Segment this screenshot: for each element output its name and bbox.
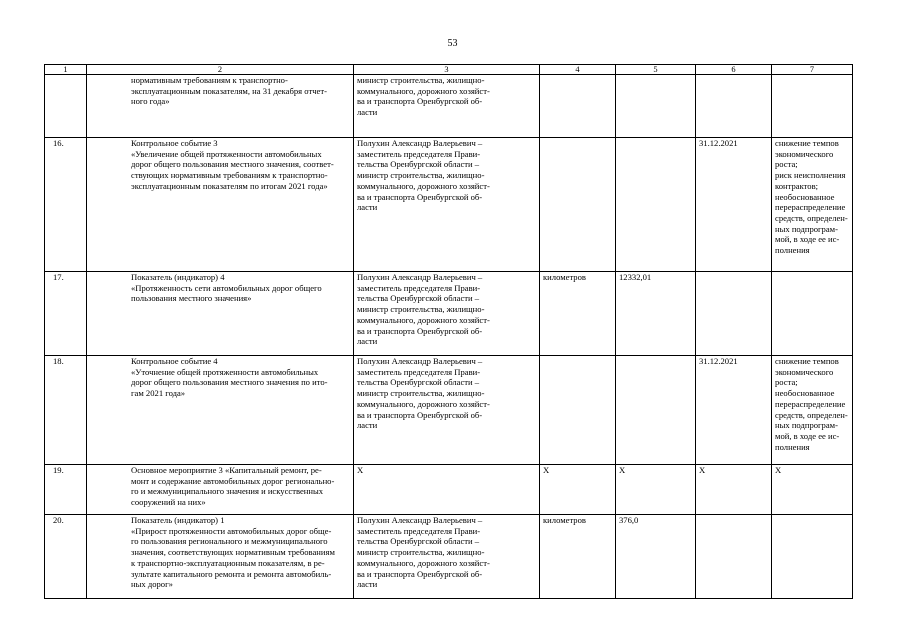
responsible-cell: Полухин Александр Валерьевич – заместитель председателя Прави- тельства Оренбургской области – министр строительства, жилищно- коммунального, дорожного хозяйст- ва и транспорта Оренбургской об- ласти	[354, 515, 540, 599]
row-number-cell	[45, 75, 87, 138]
column-header: 7	[772, 65, 853, 75]
row-number-cell: 18.	[45, 356, 87, 465]
responsible-cell: Полухин Александр Валерьевич – заместитель председателя Прави- тельства Оренбургской области – министр строительства, жилищно- коммунального, дорожного хозяйст- ва и транспорта Оренбургской об- ласти	[354, 272, 540, 356]
name-cell: Контрольное событие 4 «Уточнение общей протяженности автомобильных дорог общего пользования местного значения по ито- гам 2021 года»	[87, 356, 354, 465]
column-header: 1	[45, 65, 87, 75]
row-number-cell: 20.	[45, 515, 87, 599]
risk-cell	[772, 75, 853, 138]
date-cell	[696, 75, 772, 138]
unit-cell: километров	[540, 272, 616, 356]
risk-cell: X	[772, 465, 853, 515]
name-cell: нормативным требованиям к транспортно- эксплуатационным показателям, на 31 декабря отчет- ного года»	[87, 75, 354, 138]
row-number-cell: 19.	[45, 465, 87, 515]
page-number: 53	[447, 38, 458, 49]
value-cell	[616, 138, 696, 272]
responsible-cell: министр строительства, жилищно- коммунального, дорожного хозяйст- ва и транспорта Оренбургской об- ласти	[354, 75, 540, 138]
column-number-row	[45, 65, 853, 75]
value-cell: X	[616, 465, 696, 515]
value-cell	[616, 356, 696, 465]
name-cell: Показатель (индикатор) 1 «Прирост протяженности автомобильных дорог обще- го пользования регионального и межмуниципального значения, соответствующих нормативным требованиям к транспортно-эксплуатационным показателям, в ре- зультате капитального ремонта и ремонта автомобиль- ных дорог»	[87, 515, 354, 599]
date-cell: X	[696, 465, 772, 515]
unit-cell: X	[540, 465, 616, 515]
row-number-cell: 16.	[45, 138, 87, 272]
plan-table	[44, 64, 853, 599]
risk-cell	[772, 272, 853, 356]
date-cell	[696, 272, 772, 356]
table-row	[45, 356, 853, 465]
column-header: 5	[616, 65, 696, 75]
unit-cell	[540, 75, 616, 138]
responsible-cell: Полухин Александр Валерьевич – заместитель председателя Прави- тельства Оренбургской области – министр строительства, жилищно- коммунального, дорожного хозяйст- ва и транспорта Оренбургской об- ласти	[354, 138, 540, 272]
unit-cell	[540, 138, 616, 272]
table-row	[45, 465, 853, 515]
date-cell: 31.12.2021	[696, 356, 772, 465]
unit-cell: километров	[540, 515, 616, 599]
column-header: 3	[354, 65, 540, 75]
row-number-cell: 17.	[45, 272, 87, 356]
name-cell: Основное мероприятие 3 «Капитальный ремонт, ре- монт и содержание автомобильных дорог регионально- го и межмуниципального значения и искусственных сооружений на них»	[87, 465, 354, 515]
table-row	[45, 138, 853, 272]
table-row	[45, 75, 853, 138]
name-cell: Контрольное событие 3 «Увеличение общей протяженности автомобильных дорог общего пользования местного значения, соответ- ствующих нормативным требованиям к транспортно- эксплуатационным показателям по итогам 2021 года»	[87, 138, 354, 272]
risk-cell: снижение темпов экономического роста; риск неисполнения контрактов; необоснованное перераспределение средств, определен- ных подпрограм- мой, в ходе ее ис- полнения	[772, 138, 853, 272]
risk-cell	[772, 515, 853, 599]
value-cell	[616, 75, 696, 138]
responsible-cell: Полухин Александр Валерьевич – заместитель председателя Прави- тельства Оренбургской области – министр строительства, жилищно- коммунального, дорожного хозяйст- ва и транспорта Оренбургской об- ласти	[354, 356, 540, 465]
date-cell: 31.12.2021	[696, 138, 772, 272]
table-row	[45, 515, 853, 599]
column-header: 4	[540, 65, 616, 75]
unit-cell	[540, 356, 616, 465]
value-cell: 376,0	[616, 515, 696, 599]
column-header: 6	[696, 65, 772, 75]
responsible-cell: X	[354, 465, 540, 515]
date-cell	[696, 515, 772, 599]
table-row	[45, 272, 853, 356]
column-header: 2	[87, 65, 354, 75]
risk-cell: снижение темпов экономического роста; необоснованное перераспределение средств, определен- ных подпрограм- мой, в ходе ее ис- полнения	[772, 356, 853, 465]
value-cell: 12332,01	[616, 272, 696, 356]
name-cell: Показатель (индикатор) 4 «Протяженность сети автомобильных дорог общего пользования местного значения»	[87, 272, 354, 356]
